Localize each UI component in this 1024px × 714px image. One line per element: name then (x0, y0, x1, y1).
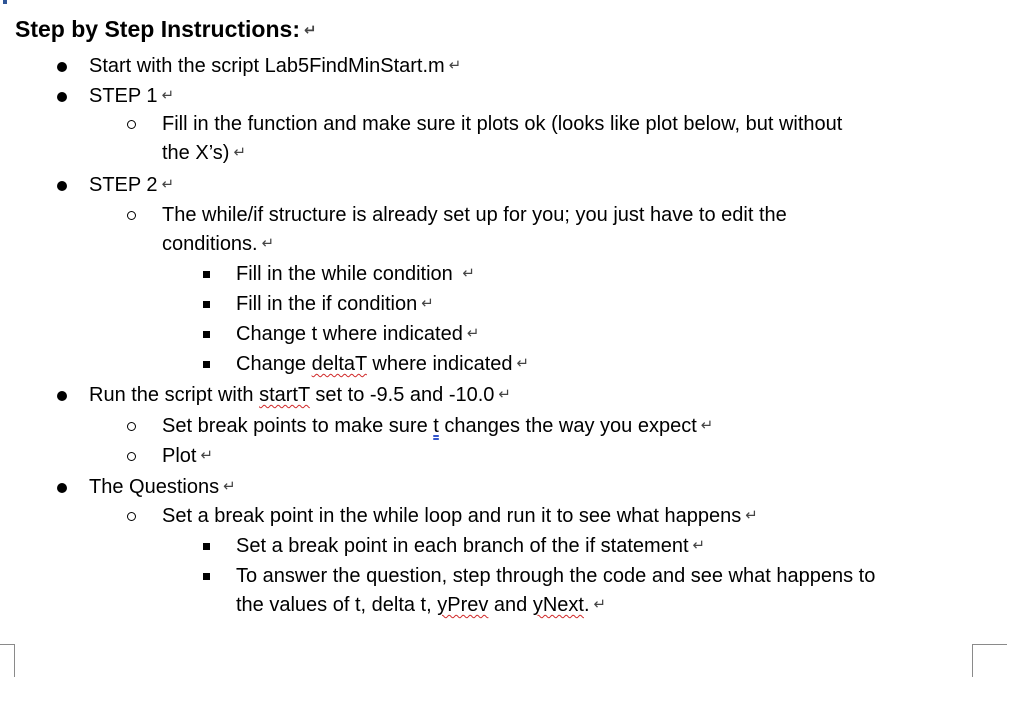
list-item (236, 350, 529, 379)
list-item-text: Set a break point in each branch of the if statement (236, 535, 689, 557)
bullet-disc-icon (57, 483, 67, 493)
list-item-text: Set break points to make sure (162, 415, 434, 437)
list-item (89, 473, 236, 502)
list-item-text: the values of t, delta t, (236, 594, 438, 616)
list-item-continuation (162, 139, 246, 168)
paragraph-mark-icon: ↵ (593, 596, 607, 613)
list-item (162, 502, 758, 531)
list-item (89, 171, 174, 200)
list-item (236, 562, 875, 591)
bullet-square-icon (203, 543, 210, 550)
bullet-square-icon (203, 361, 210, 368)
list-item-continuation (162, 230, 274, 259)
list-item-text: conditions. (162, 233, 258, 255)
list-item-text: Change t where indicated (236, 323, 463, 345)
list-item (162, 412, 713, 441)
paragraph-mark-icon: ↵ (745, 507, 758, 524)
heading-text: Step by Step Instructions: (15, 16, 300, 42)
list-item-continuation (236, 591, 606, 620)
bullet-disc-icon (57, 391, 67, 401)
paragraph-mark-icon: ↵ (692, 537, 706, 554)
page-margin-corner-right (972, 644, 1007, 677)
list-item-text: STEP 2 (89, 174, 158, 196)
list-item (236, 290, 434, 319)
grammar-flag-word[interactable]: t (433, 415, 439, 437)
list-item-text: Plot (162, 445, 197, 467)
bullet-square-icon (203, 271, 210, 278)
bullet-disc-icon (57, 181, 67, 191)
paragraph-mark-icon: ↵ (466, 325, 480, 342)
bullet-square-icon (203, 301, 210, 308)
paragraph-mark-icon: ↵ (498, 386, 511, 403)
list-item (236, 260, 475, 289)
bullet-circle-icon (127, 120, 136, 129)
paragraph-mark-icon: ↵ (200, 447, 214, 464)
list-item-text: The Questions (89, 476, 220, 498)
paragraph-mark-icon: ↵ (303, 22, 317, 39)
paragraph-mark-icon: ↵ (448, 57, 462, 74)
spellcheck-word[interactable]: yNext (532, 594, 584, 616)
list-item-text: STEP 1 (89, 85, 158, 107)
list-item-text: where indicated (366, 353, 513, 375)
bullet-circle-icon (127, 452, 136, 461)
paragraph-mark-icon: ↵ (421, 295, 434, 312)
list-item-text: The while/if structure is already set up for you; you just have to edit the (162, 204, 787, 226)
cursor-marker (3, 0, 7, 4)
spellcheck-word[interactable]: startT (259, 384, 310, 406)
list-item-text: Fill in the if condition (236, 293, 418, 315)
paragraph-mark-icon: ↵ (700, 417, 714, 434)
paragraph-mark-icon: ↵ (223, 478, 236, 495)
page-margin-corner-left (0, 644, 15, 677)
list-item (162, 110, 842, 139)
bullet-circle-icon (127, 512, 136, 521)
list-item-text: changes the way you expect (438, 415, 697, 437)
list-item-text: Change (236, 353, 312, 375)
list-item-text: Run the script with (89, 384, 260, 406)
list-item-text: and (488, 594, 533, 616)
list-item-text: Set a break point in the while loop and run it to see what happens (162, 505, 742, 527)
paragraph-mark-icon: ↵ (161, 176, 175, 193)
list-item-text: To answer the question, step through the code and see what happens to (236, 565, 876, 587)
list-item (236, 532, 705, 561)
spellcheck-word[interactable]: deltaT (311, 353, 367, 375)
list-item (162, 201, 787, 230)
list-item-text: Fill in the while condition (236, 263, 459, 285)
paragraph-mark-icon: ↵ (161, 87, 175, 104)
paragraph-mark-icon: ↵ (462, 265, 475, 282)
list-item-text: Fill in the function and make sure it plots ok (looks like plot below, but without (162, 113, 843, 135)
list-item-text: . (583, 594, 590, 616)
paragraph-mark-icon: ↵ (261, 235, 275, 252)
paragraph-mark-icon: ↵ (233, 144, 247, 161)
bullet-circle-icon (127, 422, 136, 431)
bullet-square-icon (203, 573, 210, 580)
list-item (89, 381, 511, 410)
bullet-circle-icon (127, 211, 136, 220)
list-item (89, 82, 174, 111)
list-item (89, 52, 461, 81)
list-item-text: set to -9.5 and -10.0 (309, 384, 495, 406)
section-heading (15, 14, 317, 44)
list-item (162, 442, 213, 471)
bullet-square-icon (203, 331, 210, 338)
paragraph-mark-icon: ↵ (516, 355, 530, 372)
spellcheck-word[interactable]: yPrev (437, 594, 489, 616)
list-item-text: the X’s) (162, 142, 230, 164)
bullet-disc-icon (57, 92, 67, 102)
list-item-text: Start with the script Lab5FindMinStart.m (89, 55, 445, 77)
bullet-disc-icon (57, 62, 67, 72)
list-item (236, 320, 479, 349)
